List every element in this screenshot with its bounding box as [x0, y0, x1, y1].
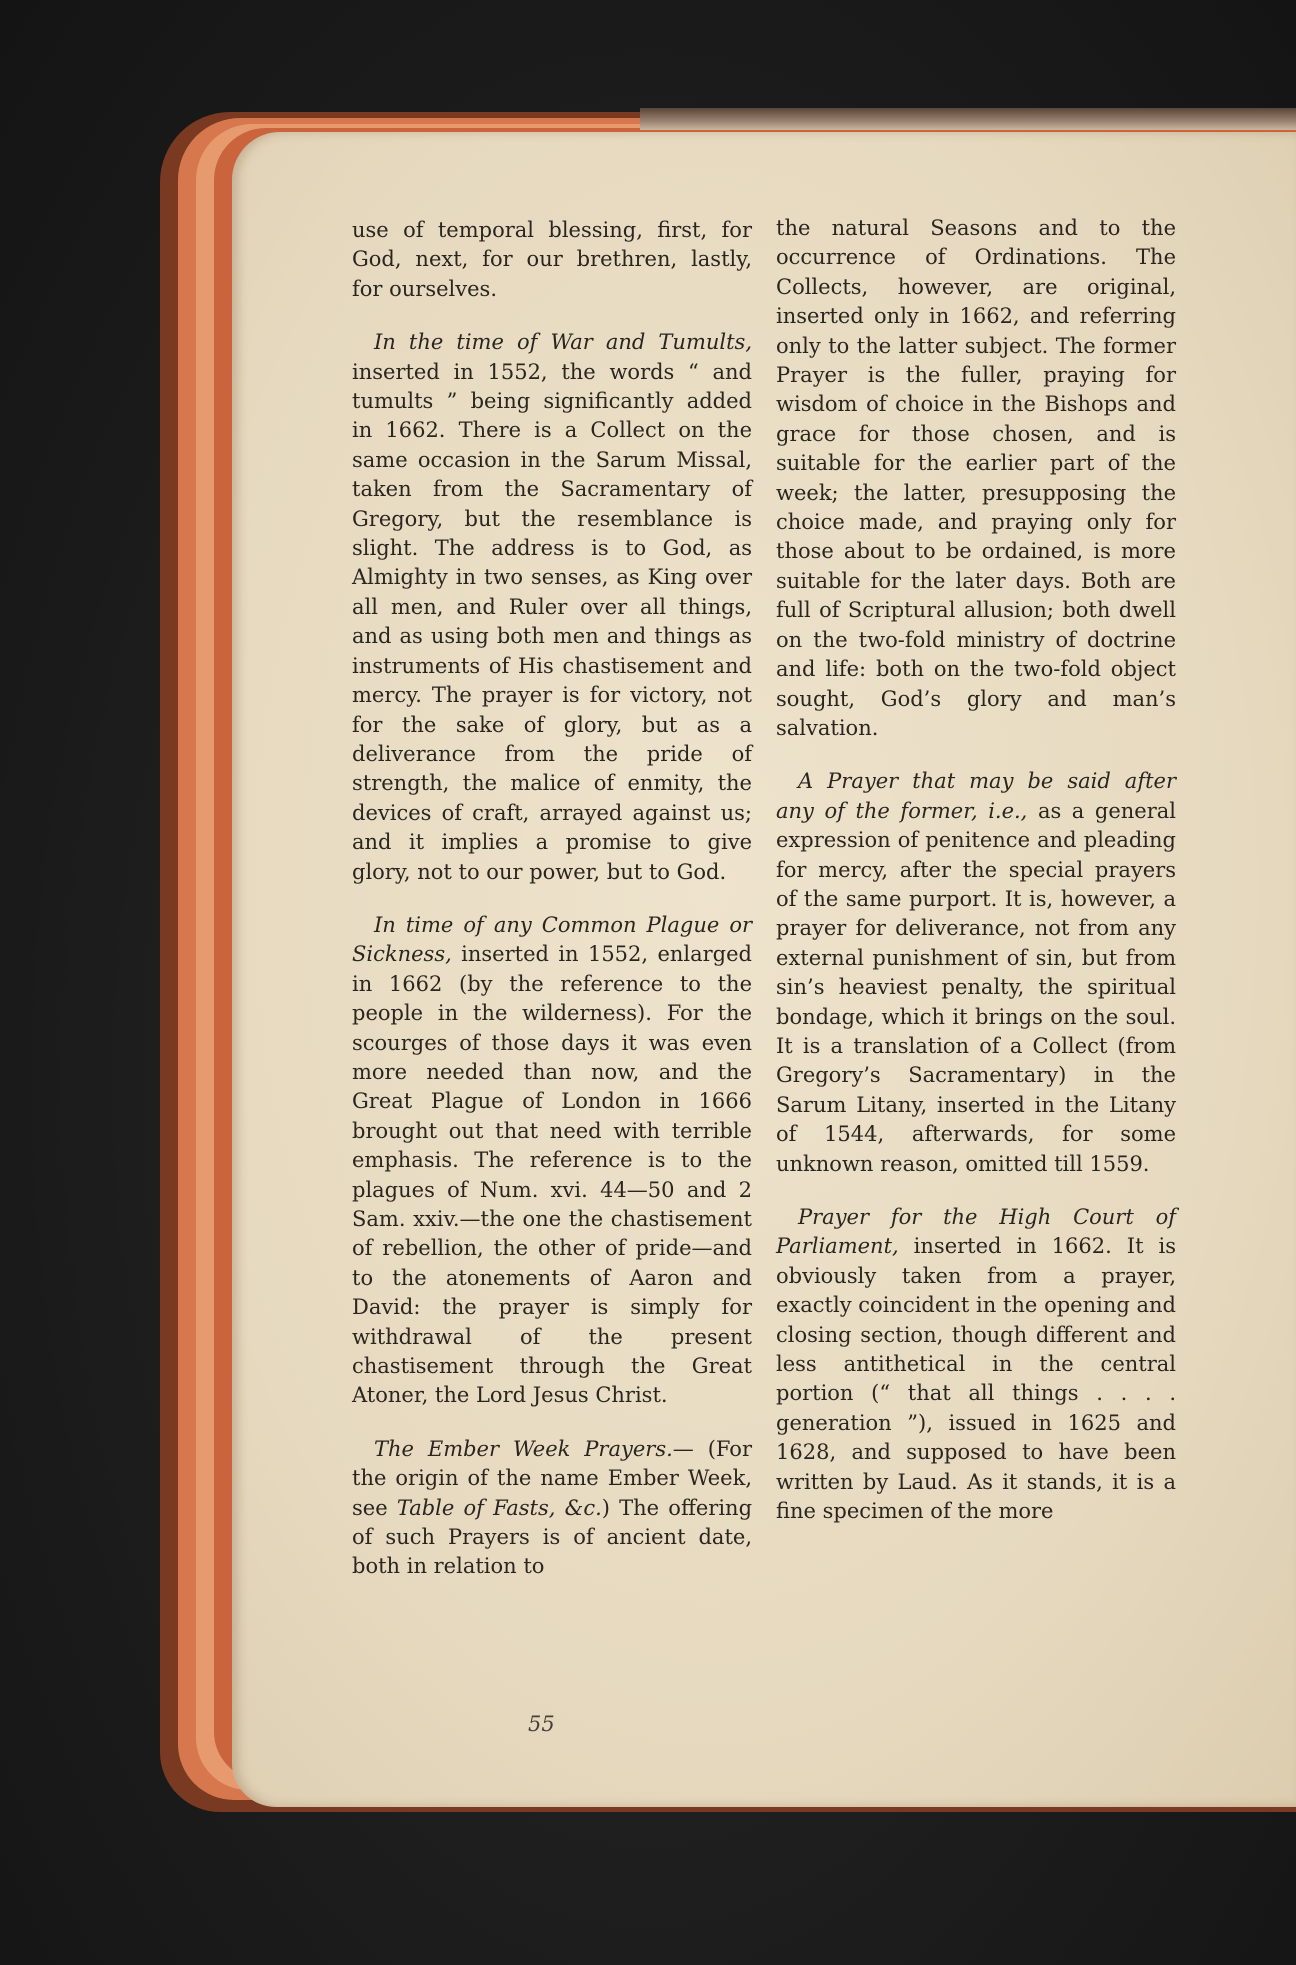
right-heading-prayer: A Prayer that may be said after any of the former, i.e.,: [776, 769, 1176, 823]
right-paragraph-parliament: Prayer for the High Court of Parliament, inserted in 1662. It is obviously taken from a prayer, exactly coincident in the opening and closing section, though different and less antithetical in the central portion (“ that all things . . . . generation ”), issued in 1625 and 1628, and supposed to have been written by Laud. As it stands, it is a fine specimen of the more: [776, 1205, 1176, 1524]
right-column: [776, 214, 1176, 1550]
left-paragraph-ember: The Ember Week Prayers.— (For the origin of the name Ember Week, see Table of Fasts, &c.) The offering of such Prayers is of ancient date, both in relation to: [352, 1436, 753, 1579]
right-paragraph-prayer: A Prayer that may be said after any of the former, i.e., as a general expression of penitence and pleading for mercy, after the special prayers of the same purport. It is, however, a prayer for deliverance, not from any external punishment of sin, but from sin’s heaviest penalty, the spiritual bondage, which it brings on the soul. It is a translation of a Collect (from Gregory’s Sacramentary) in the Sarum Litany, inserted in the Litany of 1544, afterwards, for some unknown reason, omitted till 1559.: [776, 769, 1176, 1176]
page-number: 55: [528, 1712, 555, 1736]
left-paragraph-war: In the time of War and Tumults, inserted in 1552, the words “ and tumults ” being significantly added in 1662. There is a Collect on the same occasion in the Sarum Missal, taken from the Sacramentary of Gregory, but the resemblance is slight. The address is to God, as Almighty in two senses, as King over all men, and Ruler over all things, and as using both men and things as instruments of His chastisement and mercy. The prayer is for victory, not for the sake of glory, but as a deliverance from the pride of strength, the malice of enmity, the devices of craft, arrayed against us; and it implies a promise to give glory, not to our power, but to God.: [352, 330, 752, 884]
right-heading-parliament: Prayer for the High Court of Parliament,: [776, 1205, 1176, 1259]
left-column: [352, 216, 752, 1606]
left-paragraph-1: use of temporal blessing, first, for God, next, for our brethren, lastly, for ourselves.: [352, 218, 752, 301]
table-of-fasts-reference: Table of Fasts, &c.: [396, 1495, 602, 1520]
left-heading-plague: In time of any Common Plague or Sickness,: [352, 912, 752, 967]
left-heading-ember: The Ember Week Prayers.: [374, 1436, 673, 1461]
right-paragraph-1: the natural Seasons and to the occurrence of Ordinations. The Collects, however, are original, inserted only in 1662, and referring only to the latter subject. The former Prayer is the fuller, praying for wisdom of choice in the Bishops and grace for those chosen, and is suitable for the earlier part of the week; the latter, presupposing the choice made, and praying only for those about to be ordained, is more suitable for the later days. Both are full of Scriptural allusion; both dwell on the two-fold ministry of doctrine and life: both on the two-fold object sought, God’s glory and man’s salvation.: [776, 216, 1176, 740]
left-heading-war: In the time of War and Tumults,: [374, 330, 752, 355]
left-paragraph-plague: In time of any Common Plague or Sickness, inserted in 1552, enlarged in 1662 (by the reference to the people in the wilderness). For the scourges of those days it was even more needed than now, and the Great Plague of London in 1666 brought out that need with terrible emphasis. The reference is to the plagues of Num. xvi. 44—50 and 2 Sam. xxiv.—the one the chastisement of rebellion, the other of pride—and to the atonements of Aaron and David: the prayer is simply for withdrawal of the present chastisement through the Great Atoner, the Lord Jesus Christ.: [352, 912, 752, 1408]
book-top-edge: [640, 108, 1296, 130]
book-page: [232, 132, 1296, 1807]
